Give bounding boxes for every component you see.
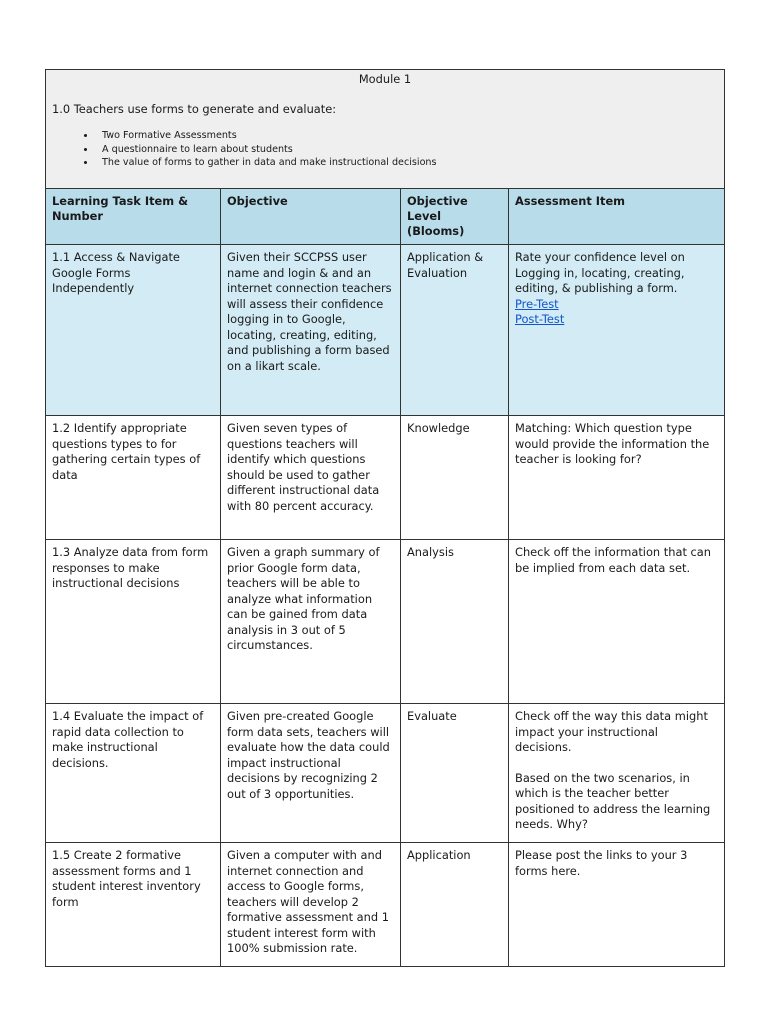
goal-item: • A questionnaire to learn about students <box>96 143 718 157</box>
task-cell: 1.3 Analyze data from form responses to make instructional decisions <box>46 540 221 704</box>
column-header-level: Objective Level (Blooms) <box>401 189 509 245</box>
document-page <box>45 69 724 967</box>
table-row <box>46 540 725 704</box>
column-header-row <box>46 189 725 245</box>
goal-item: • The value of forms to gather in data and make instructional decisions <box>96 156 718 170</box>
assessment-cell <box>509 245 725 416</box>
column-header-objective: Objective <box>221 189 401 245</box>
objective-cell: Given a computer with and internet connection and access to Google forms, teachers will develop 2 formative assessment and 1 student interest form with 100% submission rate. <box>221 843 401 967</box>
module-table <box>45 69 725 967</box>
objective-cell: Given their SCCPSS user name and login & and an internet connection teachers will assess their confidence logging in to Google, locating, creating, editing, and publishing a form based on a likart scale. <box>221 245 401 416</box>
post-test-link[interactable]: Post-Test <box>515 312 565 326</box>
module-header-row <box>46 70 725 189</box>
table-row <box>46 245 725 416</box>
level-cell: Application <box>401 843 509 967</box>
module-intro: 1.0 Teachers use forms to generate and evaluate: <box>52 102 337 116</box>
table-row <box>46 843 725 967</box>
column-header-assessment: Assessment Item <box>509 189 725 245</box>
goal-item: • Two Formative Assessments <box>96 129 718 143</box>
assessment-cell <box>509 704 725 843</box>
assessment-cell: Please post the links to your 3 forms here. <box>509 843 725 967</box>
task-cell: 1.5 Create 2 formative assessment forms and 1 student interest inventory form <box>46 843 221 967</box>
module-header-cell <box>46 70 725 189</box>
assessment-followup-text: Based on the two scenarios, in which is the teacher better positioned to address the learning needs. Why? <box>515 770 711 831</box>
task-cell: 1.1 Access & Navigate Google Forms Independently <box>46 245 221 416</box>
task-cell: 1.4 Evaluate the impact of rapid data collection to make instructional decisions. <box>46 704 221 843</box>
goals-list <box>52 129 718 170</box>
column-header-task: Learning Task Item & Number <box>46 189 221 245</box>
level-cell: Analysis <box>401 540 509 704</box>
level-cell: Evaluate <box>401 704 509 843</box>
assessment-text: Check off the way this data might impact your instructional decisions. <box>515 709 708 754</box>
assessment-text: Rate your confidence level on Logging in, locating, creating, editing, & publishing a form. <box>515 250 685 295</box>
pre-test-link[interactable]: Pre-Test <box>515 296 559 311</box>
level-cell: Knowledge <box>401 416 509 540</box>
task-cell: 1.2 Identify appropriate questions types to for gathering certain types of data <box>46 416 221 540</box>
module-title: Module 1 <box>358 72 412 86</box>
level-cell: Application & Evaluation <box>401 245 509 416</box>
assessment-cell: Check off the information that can be implied from each data set. <box>509 540 725 704</box>
objective-cell: Given seven types of questions teachers will identify which questions should be used to gather different instructional data with 80 percent accuracy. <box>221 416 401 540</box>
table-row <box>46 416 725 540</box>
objective-cell: Given a graph summary of prior Google form data, teachers will be able to analyze what information can be gained from data analysis in 3 out of 5 circumstances. <box>221 540 401 704</box>
table-row <box>46 704 725 843</box>
objective-cell: Given pre-created Google form data sets, teachers will evaluate how the data could impact instructional decisions by recognizing 2 out of 3 opportunities. <box>221 704 401 843</box>
assessment-cell: Matching: Which question type would provide the information the teacher is looking for? <box>509 416 725 540</box>
